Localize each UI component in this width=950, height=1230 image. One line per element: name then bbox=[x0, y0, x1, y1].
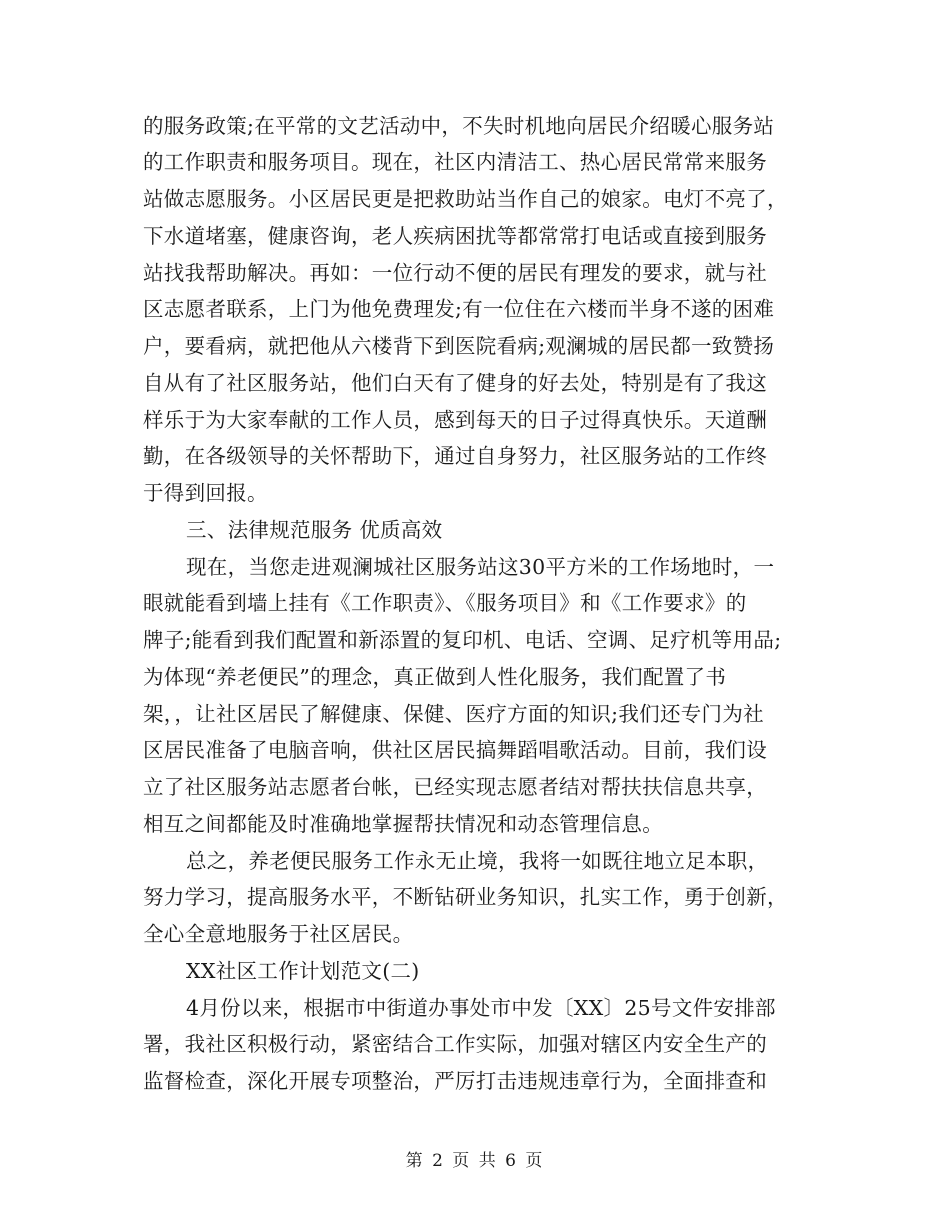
body-text-line: 立了社区服务站志愿者台帐，已经实现志愿者结对帮扶扶信息共享， bbox=[143, 775, 767, 799]
body-text-line: 架，，让社区居民了解健康、保健、医疗方面的知识;我们还专门为社 bbox=[143, 702, 764, 726]
body-text-line: 站找我帮助解决。再如：一位行动不便的居民有理发的要求，就与社 bbox=[143, 261, 767, 285]
body-text-line: 勤，在各级领导的关怀帮助下，通过自身努力，社区服务站的工作终 bbox=[143, 444, 767, 468]
body-text-line: 总之，养老便民服务工作永无止境，我将一如既往地立足本职， bbox=[186, 849, 769, 873]
body-text-line: 4月份以来，根据市中街道办事处市中发〔XX〕25号文件安排部 bbox=[186, 996, 776, 1020]
body-text-line: 现在，当您走进观澜城社区服务站这30平方米的工作场地时，一 bbox=[186, 555, 775, 579]
body-text-line: 于得到回报。 bbox=[143, 481, 268, 505]
body-text-line: 的服务政策;在平常的文艺活动中，不失时机地向居民介绍暖心服务站 bbox=[143, 114, 775, 138]
body-text-line: 下水道堵塞，健康咨询，老人疾病困扰等都常常打电话或直接到服务 bbox=[143, 224, 767, 248]
body-text-line: 自从有了社区服务站，他们白天有了健身的好去处，特别是有了我这 bbox=[143, 371, 767, 395]
body-text-line: 户，要看病，就把他从六楼背下到医院看病;观澜城的居民都一致赞扬 bbox=[143, 334, 775, 358]
body-text-line: 相互之间都能及时准确地掌握帮扶情况和动态管理信息。 bbox=[143, 812, 663, 836]
body-text-line: 努力学习，提高服务水平，不断钻研业务知识，扎实工作，勇于创新， bbox=[143, 885, 788, 909]
body-text-line: 眼就能看到墙上挂有《工作职责》、《服务项目》和《工作要求》的 bbox=[143, 591, 747, 615]
section-heading: 三、法律规范服务 优质高效 bbox=[186, 518, 443, 542]
body-text-line: 署，我社区积极行动，紧密结合工作实际，加强对辖区内安全生产的 bbox=[143, 1032, 767, 1056]
page-number-footer: 第 2 页 共 6 页 bbox=[405, 1151, 545, 1171]
body-text-line: 全心全意地服务于社区居民。 bbox=[143, 922, 414, 946]
body-text-line: 牌子;能看到我们配置和新添置的复印机、电话、空调、足疗机等用品; bbox=[143, 628, 782, 652]
section-heading: XX社区工作计划范文(二) bbox=[186, 959, 420, 983]
body-text-line: 样乐于为大家奉献的工作人员，感到每天的日子过得真快乐。天道酬 bbox=[143, 408, 767, 432]
body-text-line: 的工作职责和服务项目。现在，社区内清洁工、热心居民常常来服务 bbox=[143, 150, 767, 174]
body-text-line: 监督检查，深化开展专项整治，严厉打击违规违章行为，全面排查和 bbox=[143, 1069, 767, 1093]
body-text-line: 为体现“养老便民”的理念，真正做到人性化服务，我们配置了书 bbox=[143, 665, 727, 689]
body-text-line: 站做志愿服务。小区居民更是把救助站当作自己的娘家。电灯不亮了， bbox=[143, 187, 788, 211]
body-text-line: 区志愿者联系，上门为他免费理发;有一位住在六楼而半身不遂的困难 bbox=[143, 297, 775, 321]
body-text-line: 区居民准备了电脑音响，供社区居民搞舞蹈唱歌活动。目前，我们设 bbox=[143, 738, 767, 762]
